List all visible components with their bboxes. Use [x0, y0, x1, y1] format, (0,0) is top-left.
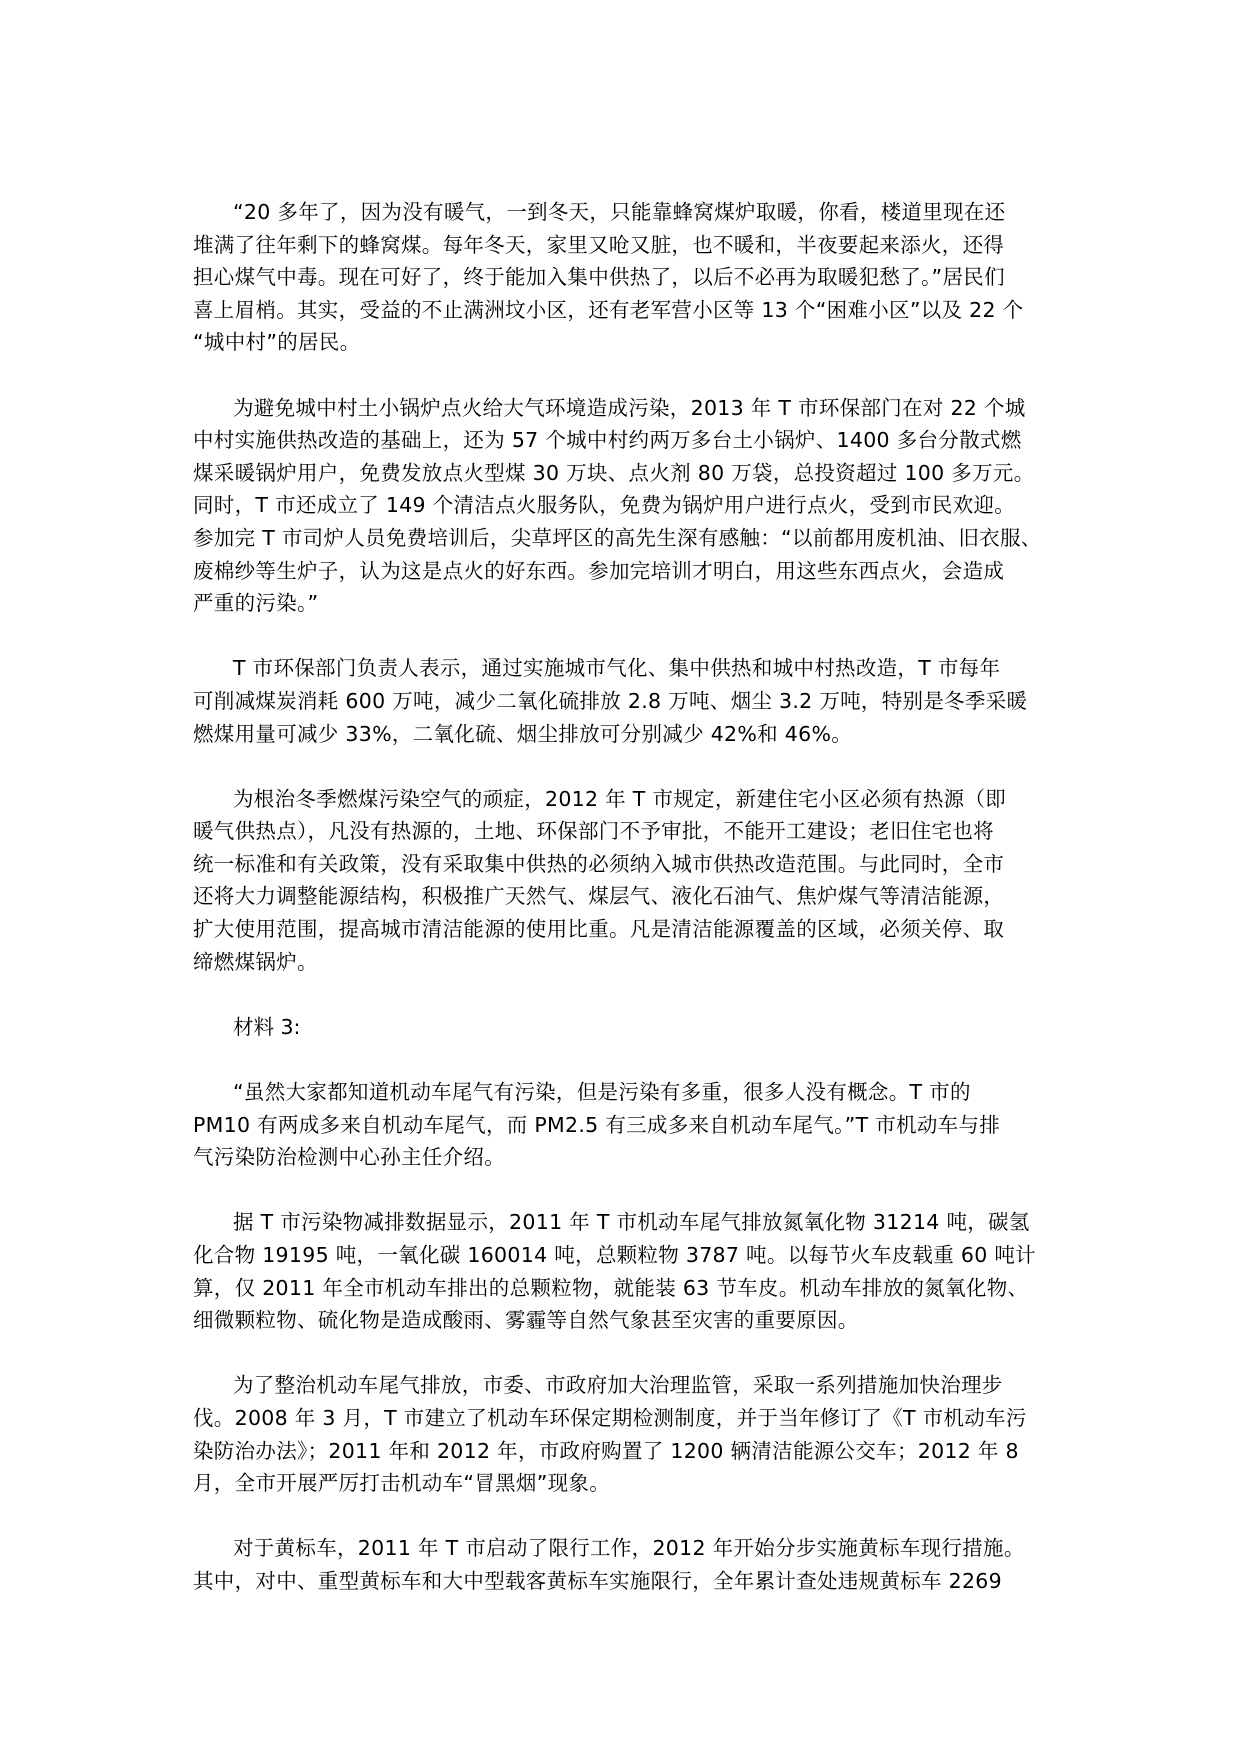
- document-page: [193, 196, 1073, 1598]
- text-line: “虽然大家都知道机动车尾气有污染，但是污染有多重，很多人没有概念。T 市的: [233, 1080, 971, 1105]
- text-line: 严重的污染。”: [193, 591, 319, 616]
- text-line: 燃煤用量可减少 33%，二氧化硫、烟尘排放可分别减少 42%和 46%。: [193, 721, 853, 746]
- text-line: 细微颗粒物、硫化物是造成酸雨、雾霾等自然气象甚至灾害的重要原因。: [193, 1308, 859, 1333]
- paragraph-heating-regulation: [193, 783, 1073, 979]
- text-line: 为避免城中村土小锅炉点火给大气环境造成污染，2013 年 T 市环保部门在对 22 个城: [233, 395, 1026, 420]
- paragraph-residents-quote: [193, 196, 1073, 359]
- text-line: 还将大力调整能源结构，积极推广天然气、煤层气、液化石油气、焦炉煤气等清洁能源，: [193, 884, 1005, 909]
- paragraph-ignition-measures: [193, 392, 1073, 620]
- paragraph-yellow-label-vehicles: [193, 1532, 1073, 1597]
- text-line: 为了整治机动车尾气排放，市委、市政府加大治理监管，采取一系列措施加快治理步: [233, 1373, 1003, 1398]
- paragraph-vehicle-pollution-quote: [193, 1076, 1073, 1174]
- text-line: 统一标准和有关政策，没有采取集中供热的必须纳入城市供热改造范围。与此同时，全市: [193, 851, 1005, 876]
- text-line: 气污染防治检测中心孙主任介绍。: [193, 1145, 505, 1170]
- text-line: “城中村”的居民。: [193, 330, 361, 355]
- text-line: T 市环保部门负责人表示，通过实施城市气化、集中供热和城中村热改造，T 市每年: [233, 656, 1001, 681]
- paragraph-governance-measures: [193, 1369, 1073, 1499]
- text-line: 月，全市开展严厉打击机动车“冒黑烟”现象。: [193, 1471, 611, 1496]
- text-line: 缔燃煤锅炉。: [193, 949, 318, 974]
- text-line: 据 T 市污染物减排数据显示，2011 年 T 市机动车尾气排放氮氧化物 31214 吨，碳氢: [233, 1210, 1030, 1235]
- text-line: 参加完 T 市司炉人员免费培训后，尖草坪区的高先生深有感触：“以前都用废机油、旧衣服、: [193, 525, 1042, 550]
- text-line: 中村实施供热改造的基础上，还为 57 个城中村约两万多台土小锅炉、1400 多台分散式燃: [193, 428, 1022, 453]
- text-line: 废棉纱等生炉子，认为这是点火的好东西。参加完培训才明白，用这些东西点火，会造成: [193, 558, 1005, 583]
- text-line: 染防治办法》；2011 年和 2012 年，市政府购置了 1200 辆清洁能源公交车；2012 年 8: [193, 1438, 1019, 1463]
- material-label: 材料 3:: [233, 1014, 301, 1039]
- paragraph-emission-data: [193, 1206, 1073, 1336]
- text-line: 伐。2008 年 3 月，T 市建立了机动车环保定期检测制度，并于当年修订了《T 市机动车污: [193, 1405, 1027, 1430]
- text-line: “20 多年了，因为没有暖气，一到冬天，只能靠蜂窝煤炉取暖，你看，楼道里现在还: [233, 200, 1006, 224]
- text-line: 喜上眉梢。其实，受益的不止满洲坟小区，还有老军营小区等 13 个“困难小区”以及 22 个: [193, 297, 1024, 322]
- text-line: 化合物 19195 吨，一氧化碳 160014 吨，总颗粒物 3787 吨。以每节火车皮载重 60 吨计: [193, 1243, 1036, 1267]
- text-line: 其中，对中、重型黄标车和大中型载客黄标车实施限行，全年累计查处违规黄标车 2269: [193, 1568, 1002, 1593]
- text-line: 扩大使用范围，提高城市清洁能源的使用比重。凡是清洁能源覆盖的区域，必须关停、取: [193, 917, 1005, 942]
- text-line: 为根治冬季燃煤污染空气的顽症，2012 年 T 市规定，新建住宅小区必须有热源（即: [233, 786, 1007, 811]
- text-line: 对于黄标车，2011 年 T 市启动了限行工作，2012 年开始分步实施黄标车现行措施。: [233, 1536, 1025, 1561]
- text-line: 担心煤气中毒。现在可好了，终于能加入集中供热了，以后不必再为取暖犯愁了。”居民们: [193, 265, 1005, 290]
- text-line: 可削减煤炭消耗 600 万吨，减少二氧化硫排放 2.8 万吨、烟尘 3.2 万吨，特别是冬季采暖: [193, 688, 1028, 713]
- paragraph-emission-reduction: [193, 652, 1073, 750]
- text-line: 暖气供热点），凡没有热源的，土地、环保部门不予审批，不能开工建设；老旧住宅也将: [193, 819, 994, 844]
- text-line: 煤采暖锅炉用户，免费发放点火型煤 30 万块、点火剂 80 万袋，总投资超过 100 多万元。: [193, 460, 1035, 485]
- text-line: PM10 有两成多来自机动车尾气，而 PM2.5 有三成多来自机动车尾气。”T 市机动车与排: [193, 1112, 1001, 1137]
- text-line: 堆满了往年剩下的蜂窝煤。每年冬天，家里又呛又脏，也不暖和，半夜要起来添火，还得: [193, 232, 1005, 257]
- text-line: 同时，T 市还成立了 149 个清洁点火服务队，免费为锅炉用户进行点火，受到市民欢迎。: [193, 493, 1016, 518]
- text-line: 算，仅 2011 年全市机动车排出的总颗粒物，就能装 63 节车皮。机动车排放的氮氧化物、: [193, 1275, 1029, 1300]
